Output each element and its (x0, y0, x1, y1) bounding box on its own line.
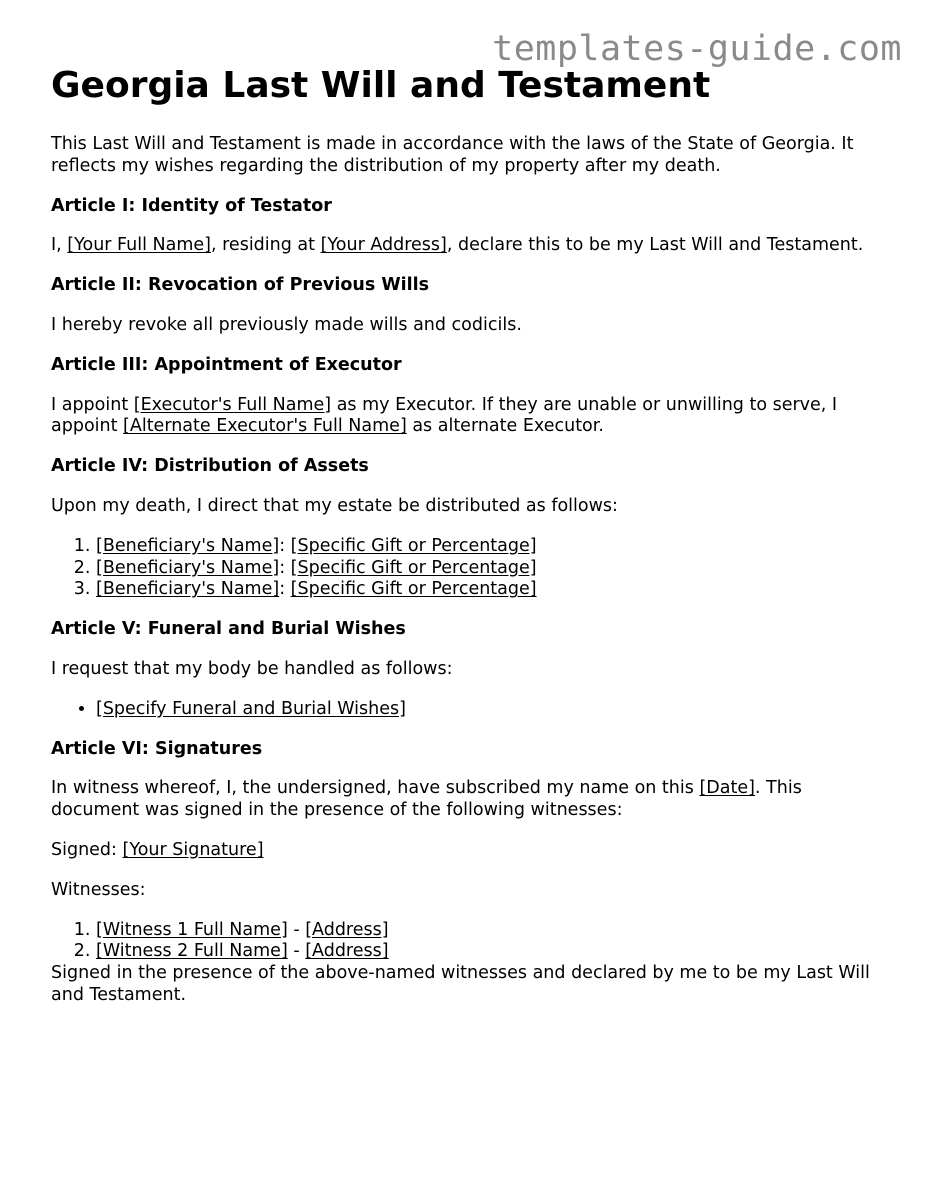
list-item: 3. [Beneficiary's Name]: [Specific Gift or Percentage] (96, 579, 881, 601)
alternate-executor-placeholder[interactable]: [Alternate Executor's Full Name] (123, 416, 407, 437)
article-1-text: I, [Your Full Name], residing at [Your Address], declare this to be my Last Will and Testament. (51, 235, 864, 256)
witness-name-placeholder[interactable]: [Witness 1 Full Name] (96, 919, 288, 940)
witness-address-placeholder[interactable]: [Address] (305, 919, 389, 940)
article-3-text: I appoint [Executor's Full Name] as my Executor. If they are unable or unwilling to serve, I appoint [Alternate Executor's Full Name] as alternate Executor. (51, 394, 838, 437)
article-6-heading: Article VI: Signatures (51, 738, 263, 759)
funeral-wishes-placeholder[interactable]: [Specify Funeral and Burial Wishes] (96, 698, 406, 719)
article-2-heading: Article II: Revocation of Previous Wills (51, 275, 430, 296)
article-5-heading: Article V: Funeral and Burial Wishes (51, 619, 406, 640)
list-item: 2. [Beneficiary's Name]: [Specific Gift or Percentage] (96, 558, 881, 580)
article-4-heading: Article IV: Distribution of Assets (51, 456, 369, 477)
document (51, 64, 881, 1007)
intro-paragraph: This Last Will and Testament is made in accordance with the laws of the State of Georgia. It reflects my wishes regarding the distribution of my property after my death. (51, 134, 854, 176)
specific-gift-placeholder[interactable]: [Specific Gift or Percentage] (290, 579, 537, 600)
your-full-name-placeholder[interactable]: [Your Full Name] (67, 235, 211, 256)
witness-address-placeholder[interactable]: [Address] (305, 941, 389, 962)
list-item: 2. [Witness 2 Full Name] - [Address] (96, 941, 881, 963)
article-5-text: I request that my body be handled as follows: (51, 658, 453, 679)
list-item: 1. [Beneficiary's Name]: [Specific Gift or Percentage] (96, 536, 881, 558)
beneficiary-list (51, 536, 881, 601)
your-address-placeholder[interactable]: [Your Address] (320, 235, 447, 256)
specific-gift-placeholder[interactable]: [Specific Gift or Percentage] (290, 535, 537, 556)
article-6-text: In witness whereof, I, the undersigned, have subscribed my name on this [Date]. This document was signed in the presence of the following witnesses: (51, 778, 802, 821)
list-item (96, 699, 881, 721)
closing-paragraph: Signed in the presence of the above-named witnesses and declared by me to be my Last Will and Testament. (51, 963, 870, 1005)
signed-line: Signed: [Your Signature] (51, 839, 264, 860)
article-4-text: Upon my death, I direct that my estate be distributed as follows: (51, 495, 618, 516)
beneficiary-name-placeholder[interactable]: [Beneficiary's Name] (96, 535, 280, 556)
witness-name-placeholder[interactable]: [Witness 2 Full Name] (96, 941, 288, 962)
article-2-text: I hereby revoke all previously made wills and codicils. (51, 314, 522, 335)
funeral-wishes-list (51, 699, 881, 721)
beneficiary-name-placeholder[interactable]: [Beneficiary's Name] (96, 579, 280, 600)
specific-gift-placeholder[interactable]: [Specific Gift or Percentage] (290, 557, 537, 578)
article-3-heading: Article III: Appointment of Executor (51, 354, 402, 375)
beneficiary-name-placeholder[interactable]: [Beneficiary's Name] (96, 557, 280, 578)
article-1-heading: Article I: Identity of Testator (51, 195, 332, 216)
list-item: 1. [Witness 1 Full Name] - [Address] (96, 920, 881, 942)
page-title: Georgia Last Will and Testament (51, 65, 711, 106)
signature-placeholder[interactable]: [Your Signature] (122, 839, 264, 860)
date-placeholder[interactable]: [Date] (699, 778, 755, 799)
witness-list (51, 920, 881, 964)
watermark: templates-guide.com (492, 29, 902, 69)
witnesses-label: Witnesses: (51, 879, 146, 900)
executor-name-placeholder[interactable]: [Executor's Full Name] (133, 394, 332, 415)
